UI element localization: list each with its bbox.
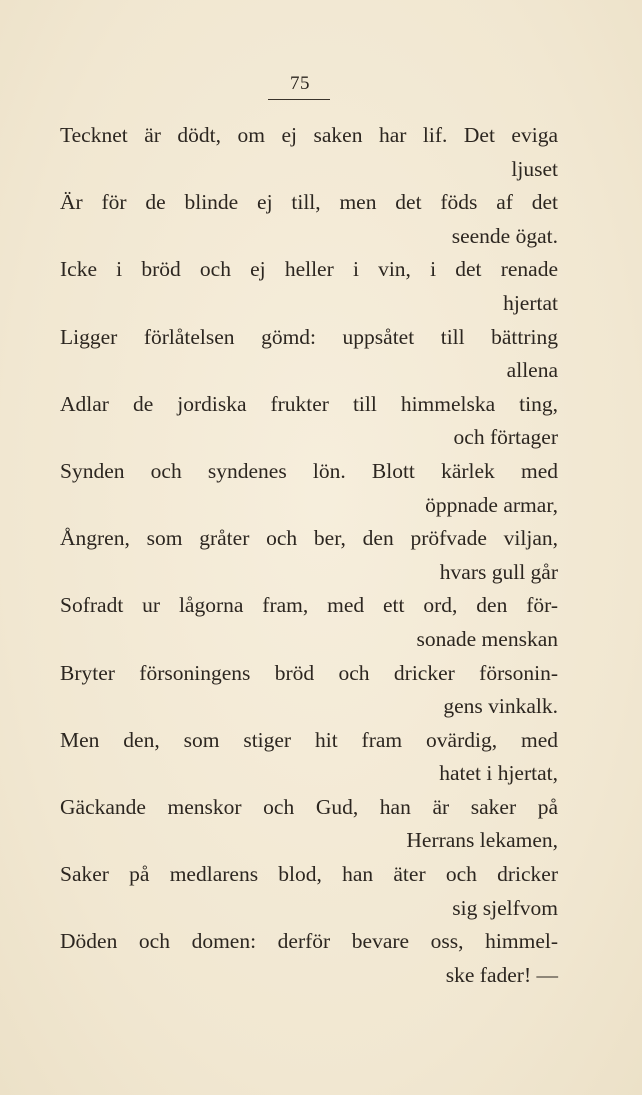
verse-line: Ångren, som gråter och ber, den pröfvade viljan, [60, 526, 558, 551]
verse-continuation: sig sjelfvom [452, 895, 558, 920]
verse-line: Ligger förlåtelsen gömd: uppsåtet till bättring [60, 324, 558, 349]
verse-continuation: hvars gull går [439, 559, 558, 584]
verse-line: Icke i bröd och ej heller i vin, i det renade [60, 257, 558, 282]
verse-continuation: gens vinkalk. [443, 694, 558, 719]
verse-continuation: allena [506, 358, 558, 383]
verse-line: Saker på medlarens blod, han äter och dricker [60, 862, 558, 887]
verse-continuation: seende ögat. [451, 223, 558, 248]
verse-continuation: ljuset [511, 156, 558, 181]
verse-line: Döden och domen: derför bevare oss, himmel- [60, 929, 558, 954]
verse-line: Tecknet är dödt, om ej saken har lif. Det eviga [60, 123, 558, 147]
verse-continuation: sonade menskan [416, 626, 558, 651]
verse-continuation: Herrans lekamen, [406, 828, 558, 853]
poem-text [60, 119, 558, 992]
verse-line: Gäckande menskor och Gud, han är saker på [60, 794, 558, 819]
verse-line: Bryter försoningens bröd och dricker försonin- [60, 660, 558, 685]
page-number-rule [268, 99, 330, 100]
verse-line: Synden och syndenes lön. Blott kärlek med [60, 458, 558, 483]
verse-continuation: öppnade armar, [425, 492, 558, 517]
verse-continuation: och förtager [453, 425, 558, 450]
verse-continuation: ske fader! — [445, 962, 558, 987]
verse-line: Sofradt ur lågorna fram, med ett ord, den för- [60, 593, 558, 618]
verse-continuation: hatet i hjertat, [439, 761, 558, 786]
verse-line: Men den, som stiger hit fram ovärdig, med [60, 727, 558, 752]
verse-line: Adlar de jordiska frukter till himmelska ting, [60, 391, 558, 416]
page-number: 75 [290, 73, 310, 94]
verse-continuation: hjertat [503, 290, 558, 315]
verse-line: Är för de blinde ej till, men det föds af det [60, 190, 558, 215]
